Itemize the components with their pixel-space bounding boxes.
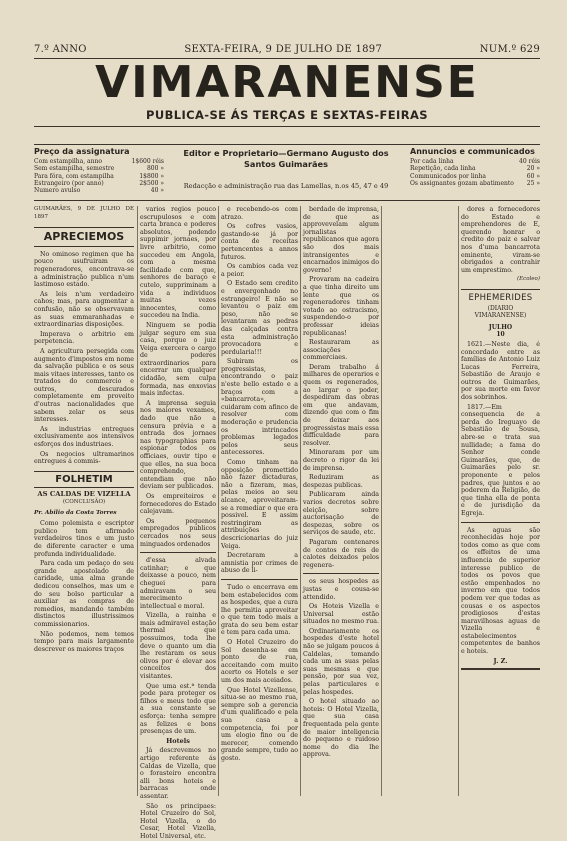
folhetim-paragraph: Ordinariamente os hospedes d'este hotel não se julgam poucos á Caldelas, tomando cada um as suas pelas suas mesmas e que pensão, por sua vez, pelas particulares e pelas hospedes. xyxy=(303,627,379,696)
folhetim-paragraph: Como polemista e escriptor publico tem afirmado verdadeiros tinos e um justo de diferente caracter e uma profunda individualidade. xyxy=(34,520,134,558)
folhetim-subtitle-2: (CONCLUSÃO) xyxy=(62,499,106,505)
folhetim-paragraph: Vizella, a rainha e mais admiravel estação thermal que possuimos, toda lhe deve o quanto um dia lhe restaram os seus olivos por é elevar aos conceitos dos visitantes. xyxy=(140,612,216,681)
issue-year: 7.º ANNO xyxy=(34,44,87,55)
article-paragraph: Restauraram as associações commerciaes. xyxy=(303,339,379,362)
subscription-row: Sem estampilha, semestre 800 » xyxy=(34,165,164,173)
masthead-title: VIMARANENSE xyxy=(95,57,479,108)
issue-date: SEXTA-FEIRA, 9 DE JULHO DE 1897 xyxy=(184,44,383,55)
subscription-row: Para fóra, com estampilha 1$800 » xyxy=(34,172,164,180)
ads-row: Os assignantes gozam abatimento 25 » xyxy=(410,179,540,187)
article-paragraph: Ninguem se podia julgar seguro em sua casa, porque o juiz Veiga exercera o cargo de poderes extraordinarios para encerrar um qualquer cidadão, sem culpa formada, nas enxovias mais infectas. xyxy=(140,321,216,398)
article-paragraph: berdade de imprensa, de que as approvevelam algum jornalistas republicanos que agora são dos mais intransigentes e encarnados inimigos do governo! xyxy=(303,206,379,274)
ads-box xyxy=(410,148,540,187)
folhetim-paragraph: Os Hoteis Vizella e Universal estão situados no mesmo rua. xyxy=(303,603,380,626)
article-paragraph: e recebendo-os com atrazo. xyxy=(221,206,298,221)
folhetim-paragraph: Tudo o encerrava em bem estabelecidos com as hospedes, que a cura lhe permitia aproveitar o que tem todo mais a grata do seu bem estar e tem para cada uma. xyxy=(221,583,298,637)
folhetim-paragraph: d'essa alvada catinhar; e que deixasse a pouco, nem cheguei para admiravam o seu merecimento intellectual e moral. xyxy=(140,557,216,610)
article-paragraph: O Estado sem credito e envergonhado no estrangeiro! E não se levantou o paiz em peso, não se levantaram as pedras das calçadas contra esta administração provocadora e perdularia!!! xyxy=(221,280,298,356)
folhetim-subtitle: AS CALDAS DE VIZELLA xyxy=(37,490,131,499)
folhetim-paragraph: As aguas são reconhecidas hoje por todos como as que com os effeitos de uma influencia de superior interesse publico de todos os povos que estão empenhados no inverno em que todos podem ver que todas as cousas e os aspectos prodigiosos d'estas maravilhosas aguas de Vizella e estabelecimentos competentes de banhos e hoteis. xyxy=(461,526,540,656)
column-4 xyxy=(303,206,379,796)
folhetim-paragraph: São os principaes: Hotel Cruzeiro do Sol, Hotel Vizella, o do Cesar, Hotel Vizella, Hotel Universal, etc. xyxy=(140,802,216,840)
article-paragraph: Como tinham na opposição promettido não fazer dictaduras, não a fizeram, mas, pelas meios ao seu alcance, aproveitaram-se a remediar o que era possivel. E assim restringiram as attribuições descricionarias do juiz Veiga. xyxy=(221,459,298,550)
info-rule xyxy=(34,144,540,145)
section-title-hotels: Hotels xyxy=(166,736,190,745)
ads-row: Communicados por linha 60 » xyxy=(410,172,540,180)
column-divider xyxy=(458,206,459,796)
column-divider xyxy=(381,206,382,796)
article-paragraph: varios regios pouco escrupulosos e com carta branca e poderes absolutos, podendo suppimir jornaes, por livre arbitrio, como succedeu em Angola, com a mesma facilidade com que, senhores de baraço e cutelo, suppriminam a vida a individuos muitas vezes innocentes, como succedeu na India. xyxy=(140,206,216,320)
ads-row: Por cada linha 40 réis xyxy=(410,158,540,166)
subscription-box xyxy=(34,148,164,194)
article-paragraph: A agricultura persegida com augmento d'impostos em nome da salvação publica e os seus mais vitaes interesses, tanto os tratados do commercio e outros, descurados completamente em proveito d'outras nacionalidades que sabem zelar os seus interesses. xyxy=(34,347,134,424)
article-paragraph: A imprensa seguia nos maiores vexames, dado que não a censura prévia e a entrada dos jornaes nas typographias para espionar todos os officiaes, ouvir tipo e que elles, na sua boca comprehendo, entendiam que não deviam ser publicados. xyxy=(140,399,216,491)
article-paragraph: Pagaram centenares de contos de reis de calotes deixados pelos regenera- xyxy=(303,538,379,569)
column-divider xyxy=(218,206,219,796)
article-paragraph: Imperava o arbitrio em perpetencia. xyxy=(34,330,134,346)
article-paragraph: Subiram os progressistas, encontrando o paiz n'este bello estado e a braços com a «bancarrota», cuidaram com afinco de resolver com moderação e prudencia os intrincados problemas legados pelos seus antecessores. xyxy=(221,358,298,457)
article-paragraph: Os empreiteiros e fornecedores do Estado calejavam. xyxy=(140,492,216,516)
column-divider xyxy=(137,206,138,796)
column-3 xyxy=(221,206,298,796)
ephemerides-heading: EPHEMERIDES xyxy=(468,292,533,303)
ephemerides-entry: 1621.—Neste dia, é concordado entre as famílias de Antonio Luiz Lucas Ferreira, Sebastião de Araujo e outros de Guimarães, por sua morte em favor dos sobrinhos. xyxy=(461,340,540,402)
column-divider xyxy=(300,206,301,796)
folhetim-author: Pr. Abilio da Costa Torres xyxy=(34,509,117,516)
folhetim-heading: FOLHETIM xyxy=(55,473,113,485)
address-line: Redacção e administração rua das Lamellas, n.os 45, 47 e 49 xyxy=(183,182,389,190)
article-paragraph: Publicaram ainda varios decretos sobre eleição, sobre auctorisação de despezas, sobre os serviços de saude, etc. xyxy=(303,491,379,537)
dateline: GUIMARÃES, 9 DE JULHO DE 1897 xyxy=(34,206,134,220)
article-paragraph: Os pequenos empregados publicos cercados nos seus minguados ordenados xyxy=(140,517,216,548)
subscription-row: Estrangeiro (por anno) 2$500 » xyxy=(34,179,164,187)
ephemerides-entry: 1817.—Em consequencia de a perda do Ireguayo de Sebastião de Sousa, abre-se e trata sua nullidade; a fama do Senhor conde Guimarães, que, de Guimarães pelo sr. proponente e pelos padres, que juntos e ao poderem da Religião, de que tinha ella de ponta e de jurisdição da Egreja. xyxy=(461,403,540,517)
article-paragraph: Os cofres vasios, gastando-se já por conta de receitas pertencentes a annos futuros. xyxy=(221,223,298,261)
issue-number: NUM.º 629 xyxy=(479,44,540,55)
article-paragraph: Decretaram a amnistia por crimes de abuso de li- xyxy=(221,552,298,575)
subscription-title: Preço da assignatura xyxy=(34,147,130,156)
folhetim-paragraph: O hotel situado ao hoteis: O Hotel Vizella, que sua casa frequentada pela gente de maior inteligencia do pequeno e ruidoso nome do dia lhe approva. xyxy=(303,698,379,759)
ephemerides-month: JULHO xyxy=(488,323,513,331)
folhetim-paragraph: Já descrevemos no artigo referente ás Caldas de Vizella, que o forasteiro encontra alli bons hoteis e barracas onde assentar. xyxy=(140,747,216,800)
folhetim-paragraph: Para cada um pedaço do seu grande apostolado de caridade, uma alma grande dedicou conselhos, mas um e do seu bolso particular a auxiliar as compras de remedios, mandando também distinctos illustrissimos commissionarios. xyxy=(34,560,134,628)
article-paragraph: Deram trabalho á milhares de operarios e quem os regenerados, ao largar o poder, despediram das obras em que andavam, dizendo que com o fim de deixar aos progressistas mais essa difficuldade para resolver. xyxy=(303,363,379,447)
header-rule-bottom xyxy=(34,126,540,127)
body-rule xyxy=(34,200,540,201)
article-signature: (Ecoleo) xyxy=(516,276,540,283)
ads-row: Repetição, cada linha 20 » xyxy=(410,165,540,173)
subscription-row: Numero avulso 40 » xyxy=(34,187,164,195)
column-5 xyxy=(461,206,540,796)
article-paragraph: As industrias entregues exclusivamente aos intensivos esforços dos industriaes. xyxy=(34,425,134,449)
column-1 xyxy=(34,206,134,796)
article-paragraph: Provaram na cadeira a que tinha direito um lente que os regeneradores tinham votado ao ostracismo, suspendendo-o por professar ideias republicanas! xyxy=(303,276,379,337)
subscription-row: Com estampilha, anno 1$600 réis xyxy=(34,158,164,166)
ephemerides-day: 10 xyxy=(496,331,505,339)
issue-info-line xyxy=(34,44,540,55)
article-paragraph: Os cambios cada vez a peior. xyxy=(221,263,298,278)
article-paragraph: dores a fornecedores do Estado e emprehendores de E, querendo honrar o credito do paiz e salvar nos d'uma bancarrota eminente, viram-se obrigados a contrahir um emprestimo. xyxy=(461,206,540,274)
folhetim-paragraph: Não podemos, nem temos tempo para mais largamente descrever os maiores traços xyxy=(34,630,134,653)
article-paragraph: Minoraram por um decreto o rigor da lei de imprensa. xyxy=(303,449,379,472)
editor-line: Editor e Proprietario—Germano Augusto dos Santos Guimarães xyxy=(183,148,389,169)
folhetim-signature: J. Z. xyxy=(493,656,508,665)
article-paragraph: No ominoso regimen que ha pouco usufruiram os regeneradores, encontrava-se a administração publica n'um lastimoso estado. xyxy=(34,250,134,289)
folhetim-paragraph: O Hotel Cruzeiro do Sol desenha-se em ponto de rua, acceitando com muito acerto os Hotels e ser um dos mais aceiados. xyxy=(221,639,298,685)
ephemerides-subtitle: (DIARIO VIMARANENSE) xyxy=(474,304,527,320)
folhetim-paragraph: os seus hospedes as justas e cousa-se attendido. xyxy=(303,578,379,601)
article-paragraph: Reduziram as despezas publicas. xyxy=(303,474,379,489)
article-paragraph: As leis n'um verdadeiro cahos; mas, para augmentar a confusão, não se observavam as suas emmaranhadas e extraordinarias disposições. xyxy=(34,290,134,329)
masthead-subtitle: PUBLICA-SE ÁS TERÇAS E SEXTAS-FEIRAS xyxy=(146,108,428,122)
article-paragraph: Os negocios ultramarinos entregues á commis- xyxy=(34,450,134,466)
folhetim-paragraph: Que uma est.ª tenda pode para proteger os filhos e meus todo que a sua constante se esforça: tenha sempre as felizes e bons presenças de um. xyxy=(140,682,216,736)
folhetim-paragraph: Que Hotel Vizellense, situa-se ao mesmo rua, sempre sob a gerencia d'um qualificado e pela sua casa a competencia, foi por um elogio fino ou de merecer, comendo grande sempre, tudo ao gosto. xyxy=(221,686,298,762)
ads-title: Annuncios e communicados xyxy=(410,147,535,156)
article-heading: APRECIEMOS xyxy=(34,227,134,247)
column-2 xyxy=(140,206,216,840)
